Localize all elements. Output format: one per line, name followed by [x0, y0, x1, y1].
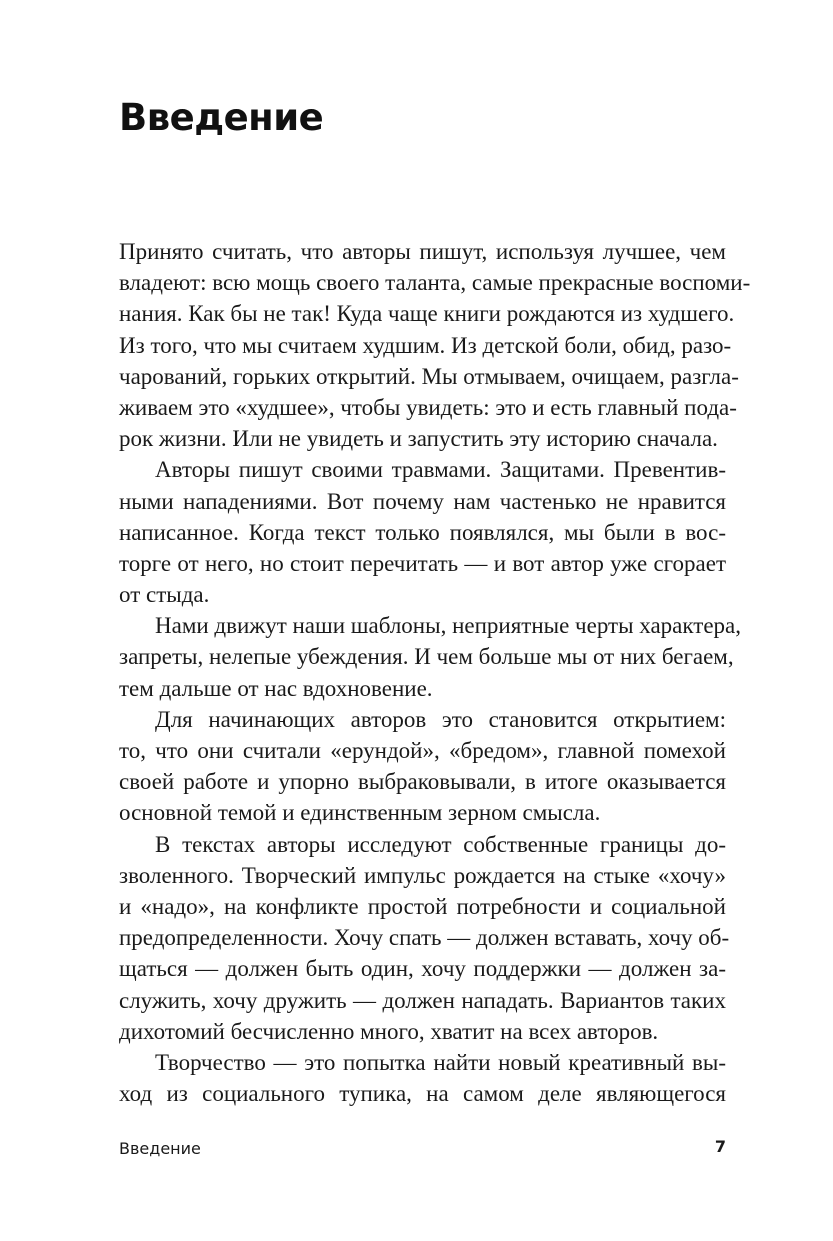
text-line: В текстах авторы исследуют собственные границы до- — [155, 831, 726, 857]
text-line: Авторы пишут своими травмами. Защитами. Превентив- — [155, 457, 726, 483]
running-footer-title: Введение — [119, 1139, 201, 1158]
chapter-title: Введение — [119, 96, 324, 139]
text-line: щаться — должен быть один, хочу поддержки — должен за- — [119, 956, 726, 982]
text-line: от стыда. — [119, 582, 210, 608]
text-line: ными нападениями. Вот почему нам частенько не нравится — [119, 488, 726, 514]
paragraph — [119, 829, 730, 1047]
text-line: дихотомий бесчисленно много, хватит на всех авторов. — [119, 1018, 659, 1044]
text-line: Творчество — это попытка найти новый креативный вы- — [155, 1049, 726, 1075]
body-text — [119, 236, 751, 1109]
text-line: написанное. Когда текст только появлялся, мы были в вос- — [119, 519, 726, 545]
paragraph — [119, 610, 741, 704]
text-line: основной темой и единственным зерном смысла. — [119, 800, 601, 826]
text-line: запреты, нелепые убеждения. И чем больше мы от них бегаем, — [119, 644, 734, 670]
text-line: Для начинающих авторов это становится открытием: — [155, 706, 726, 732]
paragraph — [119, 704, 726, 829]
text-line: нания. Как бы не так! Куда чаще книги рождаются из худшего. — [119, 301, 735, 327]
text-line: своей работе и упорно выбраковывали, в итоге оказывается — [119, 769, 726, 795]
text-line: то, что они считали «ерундой», «бредом», главной помехой — [119, 738, 726, 763]
text-line: предопределенности. Хочу спать — должен вставать, хочу об- — [119, 925, 730, 951]
page-number: 7 — [714, 1137, 726, 1156]
text-line: чарований, горьких открытий. Мы отмываем, очищаем, разгла- — [119, 363, 739, 389]
text-line: Нами движут наши шаблоны, неприятные черты характера, — [155, 613, 741, 639]
text-line: владеют: всю мощь своего таланта, самые прекрасные воспоми- — [119, 270, 751, 296]
text-line: живаем это «худшее», чтобы увидеть: это и есть главный пода- — [119, 394, 737, 420]
text-line: зволенного. Творческий импульс рождается на стыке «хочу» — [119, 862, 726, 888]
text-line: рок жизни. Или не увидеть и запустить эту историю сначала. — [119, 426, 718, 452]
paragraph — [119, 1047, 726, 1109]
text-line: служить, хочу дружить — должен нападать. Вариантов таких — [119, 987, 726, 1013]
text-line: ход из социального тупика, на самом деле являющегося — [119, 1081, 726, 1107]
text-line: тем дальше от нас вдохновение. — [119, 675, 433, 701]
text-line: Принято считать, что авторы пишут, используя лучшее, чем — [119, 239, 726, 264]
text-line: торге от него, но стоит перечитать — и вот автор уже сгорает — [119, 550, 726, 576]
text-line: и «надо», на конфликте простой потребности и социальной — [119, 893, 726, 919]
text-line: Из того, что мы считаем худшим. Из детской боли, обид, разо- — [119, 332, 732, 358]
paragraph — [119, 454, 726, 610]
paragraph — [119, 236, 751, 454]
